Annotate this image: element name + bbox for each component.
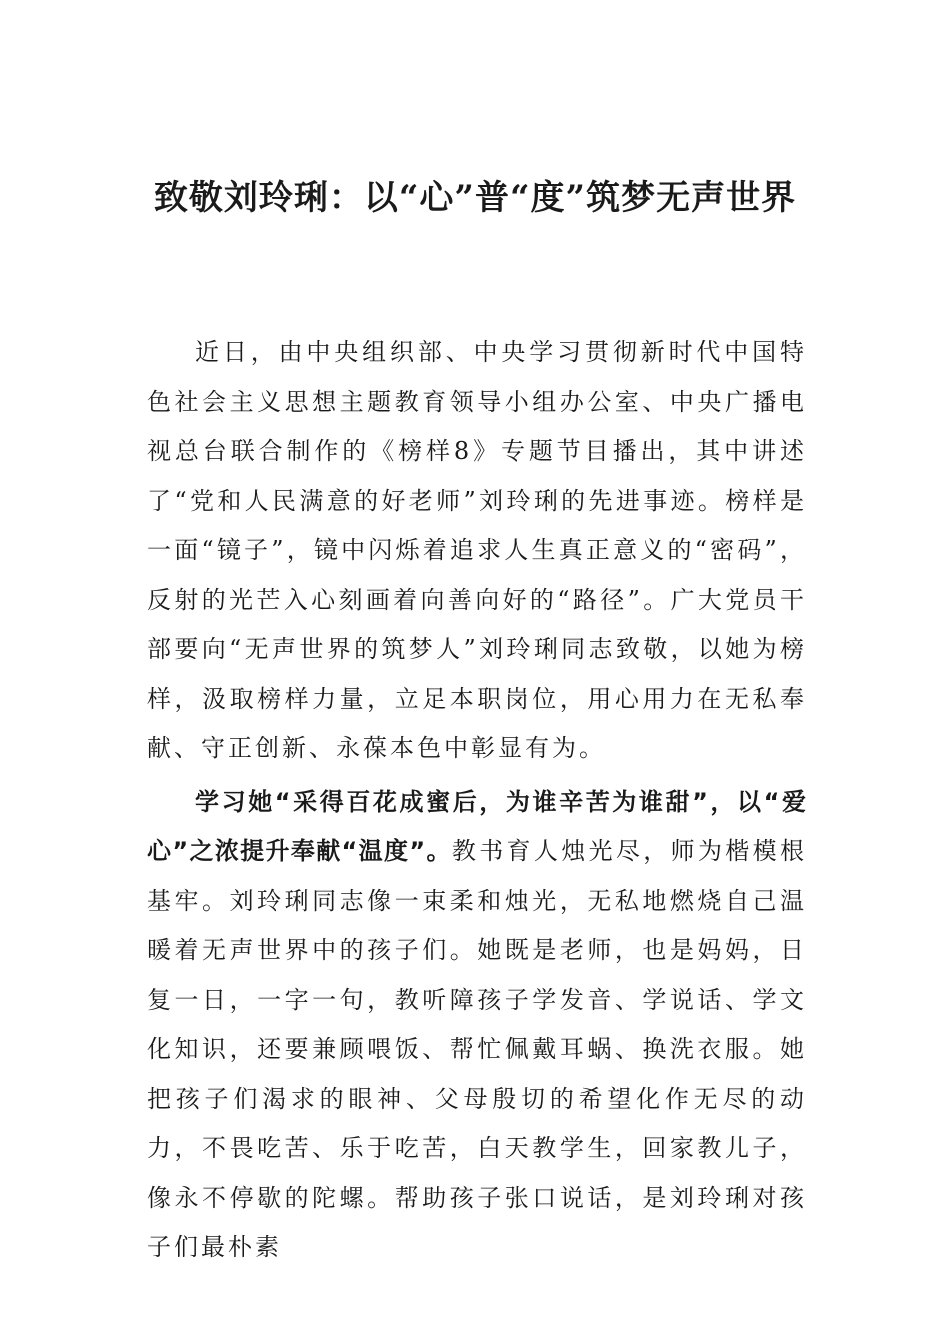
paragraph-text: 教书育人烛光尽，师为楷模根基牢。刘玲琍同志像一束柔和烛光，无私地燃烧自己温暖着无声世界中的孩子们。她既是老师，也是妈妈，日复一日，一字一句，教听障孩子学发音、学说话、学文化知识，还要兼顾喂饭、帮忙佩戴耳蜗、换洗衣服。她把孩子们渴求的眼神、父母殷切的希望化作无尽的动力，不畏吃苦、乐于吃苦，白天教学生，回家教儿子，像永不停歇的陀螺。帮助孩子张口说话，是刘玲琍对孩子们最朴素 bbox=[147, 837, 808, 1261]
paragraph-text: 近日，由中央组织部、中央学习贯彻新时代中国特色社会主义思想主题教育领导小组办公室、中央广播电视总台联合制作的《榜样8》专题节目播出，其中讲述了“党和人民满意的好老师”刘玲琍的先进事迹。榜样是一面“镜子”，镜中闪烁着追求人生真正意义的“密码”，反射的光芒入心刻画着向善向好的“路径”。广大党员干部要向“无声世界的筑梦人”刘玲琍同志致敬，以她为榜样，汲取榜样力量，立足本职岗位，用心用力在无私奉献、守正创新、永葆本色中彰显有为。 bbox=[147, 338, 807, 762]
document-body bbox=[147, 328, 807, 1273]
paragraph-section-one bbox=[147, 778, 807, 1273]
paragraph-intro bbox=[147, 328, 807, 774]
document-title: 致敬刘玲琍：以“心”普“度”筑梦无声世界 bbox=[153, 178, 797, 218]
paragraph-lead: 学习她“采得百花成蜜后，为谁辛苦为谁甜”，以“爱心”之浓提升奉献“温度”。 bbox=[147, 787, 807, 865]
